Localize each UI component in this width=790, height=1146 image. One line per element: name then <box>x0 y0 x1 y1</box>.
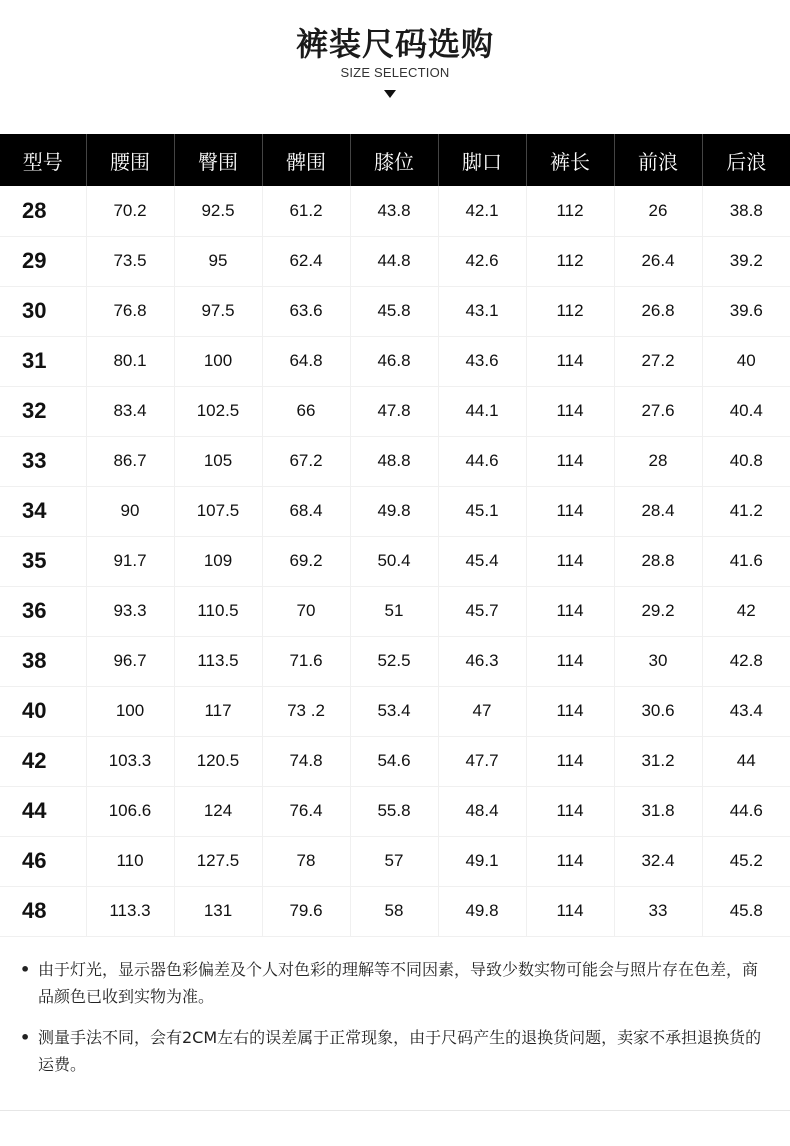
table-row <box>0 836 790 886</box>
cell-hip: 131 <box>174 886 262 936</box>
page-header <box>0 0 790 132</box>
cell-front-rise: 28.8 <box>614 536 702 586</box>
cell-size: 44 <box>0 786 86 836</box>
column-header-front-rise: 前浪 <box>614 134 702 186</box>
cell-hip: 127.5 <box>174 836 262 886</box>
cell-thigh: 74.8 <box>262 736 350 786</box>
cell-length: 114 <box>526 436 614 486</box>
cell-leg-opening: 44.6 <box>438 436 526 486</box>
table-row <box>0 236 790 286</box>
cell-knee: 46.8 <box>350 336 438 386</box>
cell-thigh: 79.6 <box>262 886 350 936</box>
cell-hip: 107.5 <box>174 486 262 536</box>
cell-leg-opening: 43.1 <box>438 286 526 336</box>
cell-waist: 90 <box>86 486 174 536</box>
cell-back-rise: 40 <box>702 336 790 386</box>
cell-knee: 50.4 <box>350 536 438 586</box>
cell-leg-opening: 44.1 <box>438 386 526 436</box>
cell-size: 32 <box>0 386 86 436</box>
cell-front-rise: 27.2 <box>614 336 702 386</box>
cell-front-rise: 26 <box>614 186 702 236</box>
cell-waist: 80.1 <box>86 336 174 386</box>
cell-waist: 91.7 <box>86 536 174 586</box>
note-text: 测量手法不同，会有2CM左右的误差属于正常现象，由于尺码产生的退换货问题，卖家不承担退换货的运费。 <box>38 1028 762 1074</box>
cell-waist: 93.3 <box>86 586 174 636</box>
cell-leg-opening: 46.3 <box>438 636 526 686</box>
cell-size: 36 <box>0 586 86 636</box>
bullet-icon: • <box>20 960 31 979</box>
cell-hip: 97.5 <box>174 286 262 336</box>
note-color-difference <box>20 956 770 1010</box>
cell-hip: 100 <box>174 336 262 386</box>
cell-thigh: 71.6 <box>262 636 350 686</box>
cell-front-rise: 30 <box>614 636 702 686</box>
cell-knee: 54.6 <box>350 736 438 786</box>
cell-back-rise: 42.8 <box>702 636 790 686</box>
cell-leg-opening: 45.4 <box>438 536 526 586</box>
table-row <box>0 386 790 436</box>
cell-back-rise: 40.8 <box>702 436 790 486</box>
table-header-row <box>0 134 790 186</box>
cell-front-rise: 31.8 <box>614 786 702 836</box>
cell-knee: 53.4 <box>350 686 438 736</box>
cell-thigh: 63.6 <box>262 286 350 336</box>
table-row <box>0 586 790 636</box>
cell-front-rise: 33 <box>614 886 702 936</box>
cell-waist: 96.7 <box>86 636 174 686</box>
cell-leg-opening: 45.1 <box>438 486 526 536</box>
cell-front-rise: 31.2 <box>614 736 702 786</box>
cell-back-rise: 39.6 <box>702 286 790 336</box>
cell-leg-opening: 49.8 <box>438 886 526 936</box>
cell-back-rise: 39.2 <box>702 236 790 286</box>
cell-waist: 73.5 <box>86 236 174 286</box>
cell-size: 38 <box>0 636 86 686</box>
cell-leg-opening: 42.1 <box>438 186 526 236</box>
size-chart-table <box>0 134 790 937</box>
cell-size: 35 <box>0 536 86 586</box>
cell-hip: 113.5 <box>174 636 262 686</box>
column-header-length: 裤长 <box>526 134 614 186</box>
cell-thigh: 66 <box>262 386 350 436</box>
cell-waist: 70.2 <box>86 186 174 236</box>
cell-front-rise: 30.6 <box>614 686 702 736</box>
cell-size: 28 <box>0 186 86 236</box>
cell-back-rise: 42 <box>702 586 790 636</box>
cell-length: 114 <box>526 736 614 786</box>
notes-section <box>20 956 770 1092</box>
cell-waist: 76.8 <box>86 286 174 336</box>
cell-front-rise: 29.2 <box>614 586 702 636</box>
cell-thigh: 67.2 <box>262 436 350 486</box>
cell-length: 114 <box>526 636 614 686</box>
cell-knee: 49.8 <box>350 486 438 536</box>
cell-back-rise: 44 <box>702 736 790 786</box>
triangle-down-icon <box>384 90 396 98</box>
cell-leg-opening: 47.7 <box>438 736 526 786</box>
cell-knee: 52.5 <box>350 636 438 686</box>
cell-back-rise: 41.6 <box>702 536 790 586</box>
cell-front-rise: 26.4 <box>614 236 702 286</box>
bottom-divider <box>0 1110 790 1111</box>
cell-waist: 106.6 <box>86 786 174 836</box>
table-row <box>0 636 790 686</box>
cell-length: 114 <box>526 836 614 886</box>
cell-back-rise: 45.2 <box>702 836 790 886</box>
cell-waist: 110 <box>86 836 174 886</box>
cell-thigh: 64.8 <box>262 336 350 386</box>
cell-back-rise: 43.4 <box>702 686 790 736</box>
cell-length: 112 <box>526 186 614 236</box>
cell-leg-opening: 48.4 <box>438 786 526 836</box>
cell-front-rise: 28 <box>614 436 702 486</box>
cell-back-rise: 44.6 <box>702 786 790 836</box>
cell-knee: 58 <box>350 886 438 936</box>
cell-length: 114 <box>526 786 614 836</box>
page-title: 裤装尺码选购 <box>295 25 494 63</box>
table-row <box>0 536 790 586</box>
cell-back-rise: 41.2 <box>702 486 790 536</box>
table-row <box>0 336 790 386</box>
cell-size: 33 <box>0 436 86 486</box>
note-measurement-error <box>20 1024 770 1078</box>
cell-thigh: 78 <box>262 836 350 886</box>
cell-leg-opening: 42.6 <box>438 236 526 286</box>
cell-length: 114 <box>526 336 614 386</box>
cell-length: 114 <box>526 686 614 736</box>
cell-length: 114 <box>526 586 614 636</box>
cell-knee: 47.8 <box>350 386 438 436</box>
cell-knee: 48.8 <box>350 436 438 486</box>
table-row <box>0 736 790 786</box>
cell-length: 114 <box>526 386 614 436</box>
cell-thigh: 68.4 <box>262 486 350 536</box>
column-header-thigh: 髀围 <box>262 134 350 186</box>
cell-knee: 43.8 <box>350 186 438 236</box>
cell-hip: 102.5 <box>174 386 262 436</box>
table-row <box>0 436 790 486</box>
cell-thigh: 61.2 <box>262 186 350 236</box>
cell-waist: 83.4 <box>86 386 174 436</box>
cell-front-rise: 27.6 <box>614 386 702 436</box>
cell-knee: 51 <box>350 586 438 636</box>
table-body <box>0 186 790 936</box>
cell-length: 114 <box>526 886 614 936</box>
cell-hip: 110.5 <box>174 586 262 636</box>
cell-size: 48 <box>0 886 86 936</box>
cell-back-rise: 45.8 <box>702 886 790 936</box>
column-header-leg-opening: 脚口 <box>438 134 526 186</box>
cell-size: 29 <box>0 236 86 286</box>
cell-knee: 45.8 <box>350 286 438 336</box>
cell-hip: 95 <box>174 236 262 286</box>
cell-thigh: 69.2 <box>262 536 350 586</box>
cell-size: 40 <box>0 686 86 736</box>
cell-back-rise: 40.4 <box>702 386 790 436</box>
table-row <box>0 486 790 536</box>
cell-front-rise: 32.4 <box>614 836 702 886</box>
cell-size: 30 <box>0 286 86 336</box>
cell-back-rise: 38.8 <box>702 186 790 236</box>
table-row <box>0 286 790 336</box>
cell-length: 112 <box>526 236 614 286</box>
column-header-waist: 腰围 <box>86 134 174 186</box>
cell-leg-opening: 43.6 <box>438 336 526 386</box>
column-header-size: 型号 <box>0 134 86 186</box>
cell-hip: 105 <box>174 436 262 486</box>
cell-hip: 109 <box>174 536 262 586</box>
cell-leg-opening: 47 <box>438 686 526 736</box>
cell-length: 114 <box>526 536 614 586</box>
cell-hip: 92.5 <box>174 186 262 236</box>
cell-size: 42 <box>0 736 86 786</box>
cell-thigh: 76.4 <box>262 786 350 836</box>
cell-front-rise: 28.4 <box>614 486 702 536</box>
cell-knee: 55.8 <box>350 786 438 836</box>
column-header-knee: 膝位 <box>350 134 438 186</box>
cell-waist: 100 <box>86 686 174 736</box>
cell-size: 46 <box>0 836 86 886</box>
table-row <box>0 186 790 236</box>
page-subtitle: SIZE SELECTION <box>340 65 450 80</box>
cell-knee: 44.8 <box>350 236 438 286</box>
cell-waist: 103.3 <box>86 736 174 786</box>
cell-waist: 113.3 <box>86 886 174 936</box>
cell-length: 114 <box>526 486 614 536</box>
cell-knee: 57 <box>350 836 438 886</box>
cell-leg-opening: 45.7 <box>438 586 526 636</box>
bullet-icon: • <box>20 1028 31 1047</box>
column-header-hip: 臀围 <box>174 134 262 186</box>
note-text: 由于灯光，显示器色彩偏差及个人对色彩的理解等不同因素，导致少数实物可能会与照片存在色差，商品颜色已收到实物为准。 <box>38 960 759 1006</box>
cell-waist: 86.7 <box>86 436 174 486</box>
cell-length: 112 <box>526 286 614 336</box>
cell-hip: 120.5 <box>174 736 262 786</box>
cell-hip: 124 <box>174 786 262 836</box>
cell-thigh: 73 .2 <box>262 686 350 736</box>
cell-thigh: 62.4 <box>262 236 350 286</box>
column-header-back-rise: 后浪 <box>726 149 767 174</box>
table-row <box>0 786 790 836</box>
table-row <box>0 686 790 736</box>
cell-size: 31 <box>0 336 86 386</box>
cell-thigh: 70 <box>262 586 350 636</box>
cell-size: 34 <box>0 486 86 536</box>
cell-leg-opening: 49.1 <box>438 836 526 886</box>
cell-front-rise: 26.8 <box>614 286 702 336</box>
table-row <box>0 886 790 936</box>
cell-hip: 117 <box>174 686 262 736</box>
